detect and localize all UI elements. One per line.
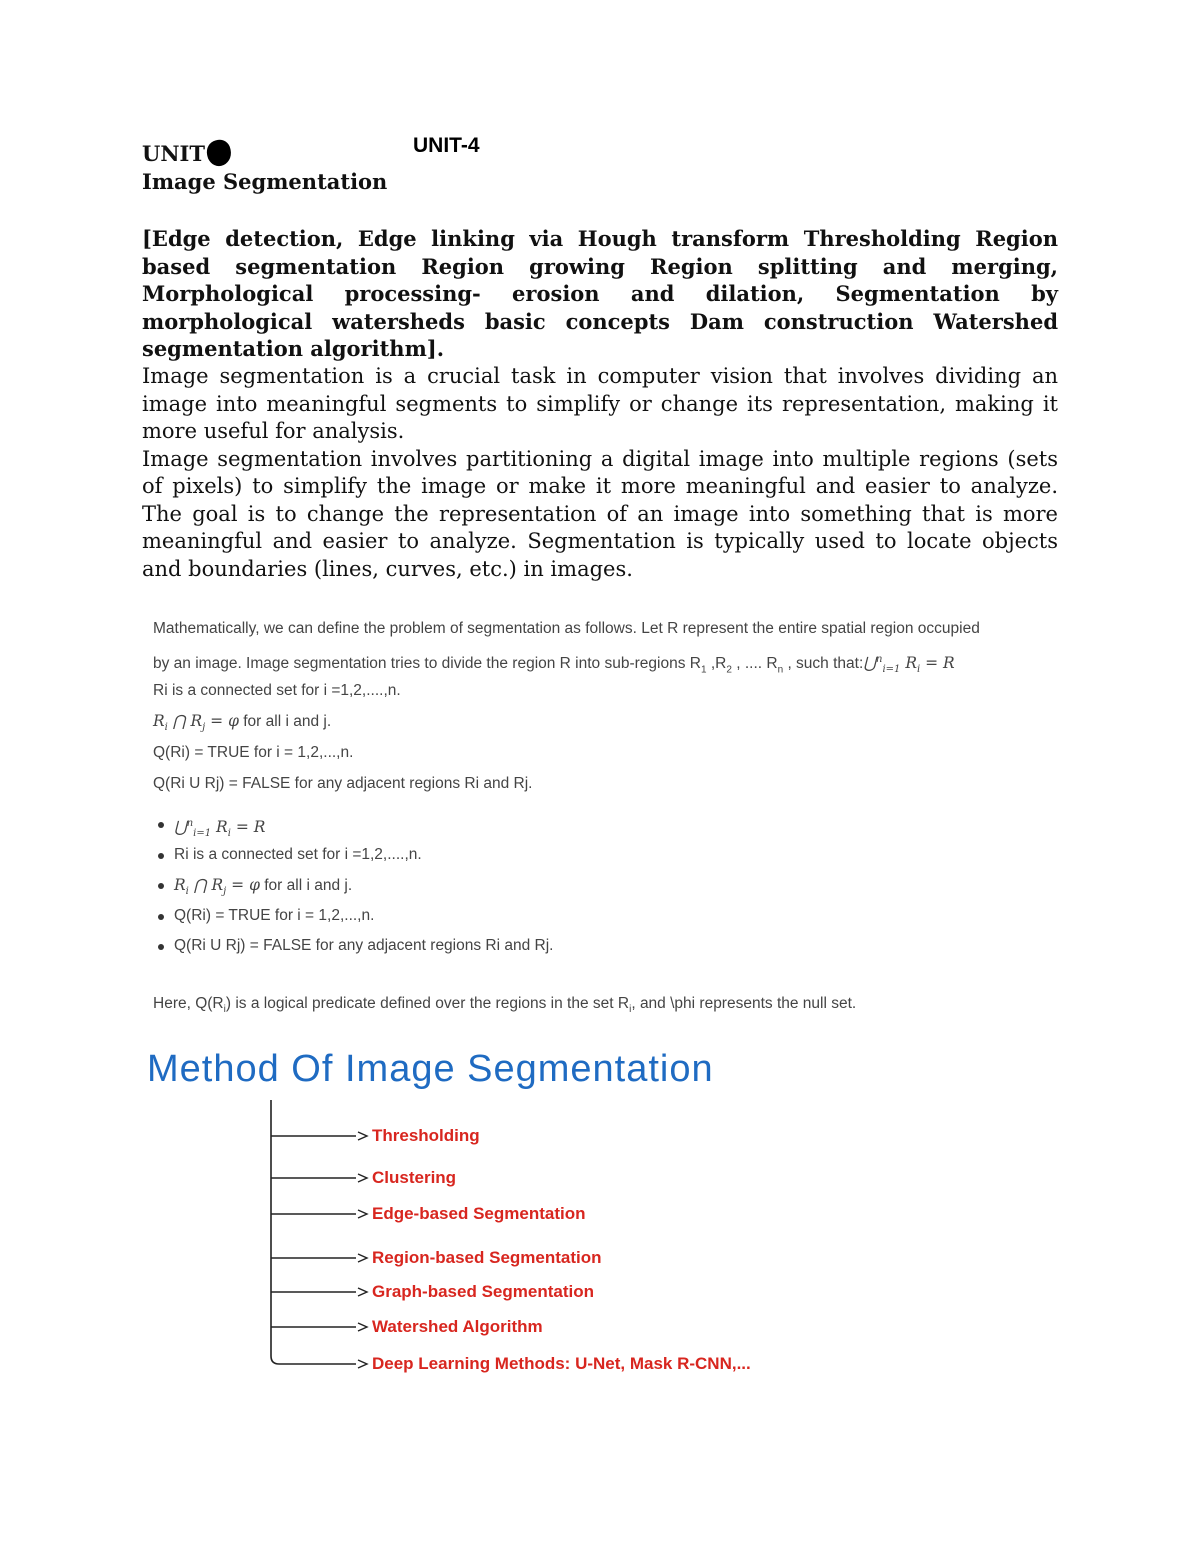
intro-paragraph-2: Image segmentation involves partitioning a digital image into multiple regions (sets of pixels) to simplify the image or make it more meaningful and easier to analyze. The goal is to change the representation of an image into something that is more meaningful and easier to analyze. Segmentation is typically used to locate objects and boundaries (lines, curves, etc.) in images. [142, 446, 1058, 581]
condition-list [153, 809, 1053, 962]
method-title: Method Of Image Segmentation [147, 1048, 714, 1090]
intro-paragraph-1: Image segmentation is a crucial task in computer vision that involves dividing an image into meaningful segments to simplify or change its representation, making it more useful for analysis. [142, 364, 1058, 443]
method-item-deep-learning: Deep Learning Methods: U-Net, Mask R-CNN,... [372, 1354, 751, 1373]
math-line-4-text: for all i and j. [243, 713, 332, 730]
method-item-watershed: Watershed Algorithm [372, 1317, 543, 1336]
note-part-b: ) is a logical predicate defined over the regions in the set R [225, 994, 630, 1012]
method-item-thresholding: Thresholding [372, 1126, 480, 1145]
method-item-clustering: Clustering [372, 1168, 457, 1187]
list-item: Ri is a connected set for i =1,2,....,n. [153, 840, 1053, 871]
subject-title: Image Segmentation [142, 169, 388, 194]
math-line-2-suffix: , such that: [787, 655, 864, 673]
unit-label-text: UNIT [142, 140, 205, 166]
math-line-6: Q(Ri U Rj) = FALSE for any adjacent regions Ri and Rj. [153, 775, 533, 792]
method-item-region-based: Region-based Segmentation [372, 1248, 602, 1267]
note-part-a: Here, Q(R [153, 994, 224, 1012]
math-line-3: Ri is a connected set for i =1,2,....,n. [153, 682, 401, 699]
unit-label [142, 140, 231, 166]
list-item: Q(Ri) = TRUE for i = 1,2,...,n. [153, 901, 1053, 932]
math-line-4: $R_i$ ⋂ $R_j = \varphi$ for all i and j. [153, 712, 332, 734]
list-item: Q(Ri U Rj) = FALSE for any adjacent regions Ri and Rj. [153, 931, 1053, 962]
note-part-c: , and \phi represents the null set. [631, 994, 857, 1012]
math-line-5: Q(Ri) = TRUE for i = 1,2,...,n. [153, 744, 354, 761]
math-line-2-prefix: by an image. Image segmentation tries to divide the region R into sub-regions R [153, 655, 701, 673]
list-item: ⋃$^n_{i=1}$ $R_i = R$ [153, 809, 1053, 840]
predicate-note: Here, $Q(R_i)$ is a logical predicate defined over the regions in the set $R_i$, and \phi represents the null set. [153, 994, 857, 1015]
list-item-text: for all i and j. [264, 877, 353, 894]
math-line-1: Mathematically, we can define the problem of segmentation as follows. Let R represent the entire spatial region occupied [153, 620, 980, 637]
list-item: $R_i$ ⋂ $R_j = \varphi$ for all i and j. [153, 870, 1053, 901]
syllabus-paragraph: [Edge detection, Edge linking via Hough transform Thresholding Region based segmentation Region growing Region splitting and merging, Morphological processing- erosion and dilation, Segmentation by morphological watersheds basic concepts Dam construction Watershed segmentation algorithm]. [142, 226, 1058, 361]
method-item-edge-based: Edge-based Segmentation [372, 1204, 586, 1223]
math-definition-block [153, 613, 1053, 1019]
method-item-graph-based: Graph-based Segmentation [372, 1282, 594, 1301]
intro-section [142, 363, 1058, 583]
unit-number: UNIT-4 [413, 134, 480, 157]
ink-blot [205, 138, 234, 168]
math-line-2: by an image. Image segmentation tries to divide the region R into sub-regions $R_1$ $,R_2$ , .... $R_n$ , such that:⋃$^n_{i=1}$ $R_i = R$ [153, 654, 955, 676]
